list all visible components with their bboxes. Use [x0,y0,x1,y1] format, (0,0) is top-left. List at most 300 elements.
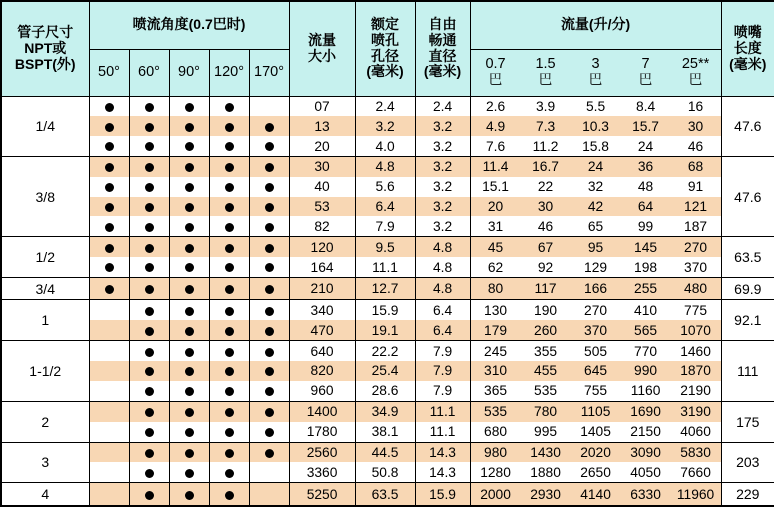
flow-rate-values [471,383,721,398]
angle-dot-cell [129,483,169,506]
flow-rate-values [471,344,721,359]
dot-indicator [265,348,274,357]
flow-rate-value: 455 [534,363,558,379]
orifice-diameter-cell: 28.6 [355,381,415,401]
nozzle-length-cell: 69.9 [721,278,774,300]
angle-dot-cell [209,177,249,197]
flow-rate-value: 30 [687,118,704,134]
table-row [1,442,774,462]
angle-dot-cell [89,361,129,381]
dot-indicator [185,327,194,336]
angle-dot-cell [169,401,209,421]
orifice-diameter-cell: 4.8 [355,157,415,177]
flow-rate-values [471,260,721,275]
flow-rate-values [471,219,721,234]
orifice-diameter-cell: 12.7 [355,278,415,300]
flow-rate-cell [470,401,721,421]
header-free-passage-line: (毫米) [423,63,462,80]
flow-size-cell: 82 [289,216,355,236]
angle-dot-cell [169,197,209,217]
flow-rate-value: 1430 [530,444,561,460]
dot-indicator [185,203,194,212]
flow-rate-value: 770 [634,343,658,359]
dot-indicator [265,428,274,437]
dot-indicator [225,203,234,212]
orifice-diameter-cell: 25.4 [355,361,415,381]
flow-rate-value: 505 [584,343,608,359]
free-passage-cell: 3.2 [415,116,470,136]
angle-dot-cell [249,300,289,320]
table-row [1,257,774,277]
angle-dot-cell [169,381,209,401]
flow-rate-value: 24 [637,138,654,154]
dot-indicator [145,307,154,316]
flow-rate-value: 775 [684,302,708,318]
header-angle-120: 120° [209,49,249,96]
dot-indicator [145,367,154,376]
angle-dot-cell [209,361,249,381]
dot-indicator [145,348,154,357]
free-passage-cell: 11.1 [415,422,470,442]
angle-dot-cell [129,116,169,136]
flow-rate-cell [470,361,721,381]
flow-rate-cell [470,216,721,236]
angle-dot-cell [169,136,209,156]
angle-dot-cell [129,462,169,482]
header-pressure-row [470,49,721,96]
flow-rate-values [471,179,721,194]
nozzle-length-cell: 229 [721,483,774,506]
flow-rate-value: 179 [484,322,508,338]
free-passage-cell: 14.3 [415,462,470,482]
flow-rate-value: 31 [487,218,504,234]
flow-rate-values [471,487,721,502]
header-pressure-25bar: 25** 巴 [681,56,710,88]
dot-indicator [225,307,234,316]
dot-indicator [225,163,234,172]
flow-rate-cell [470,237,721,257]
flow-rate-cell [470,462,721,482]
angle-dot-cell [169,96,209,116]
angle-dot-cell [249,422,289,442]
angle-dot-cell [169,300,209,320]
flow-rate-value: 270 [584,302,608,318]
angle-dot-cell [89,462,129,482]
table-row [1,197,774,217]
flow-rate-value: 1870 [680,363,711,379]
angle-dot-cell [129,320,169,340]
flow-rate-value: 65 [587,218,604,234]
dot-indicator [225,327,234,336]
angle-dot-cell [89,320,129,340]
orifice-diameter-cell: 63.5 [355,483,415,506]
flow-rate-value: 68 [687,159,704,175]
flow-rate-cell [470,177,721,197]
flow-rate-value: 80 [487,281,504,297]
dot-indicator [185,103,194,112]
pipe-size-cell: 3/8 [1,157,89,237]
flow-rate-value: 30 [537,199,554,214]
flow-rate-value: 15.7 [632,118,659,134]
table-row [1,401,774,421]
angle-dot-cell [89,197,129,217]
angle-dot-cell [209,300,249,320]
flow-rate-cell [470,442,721,462]
angle-dot-cell [89,136,129,156]
flow-size-cell: 164 [289,257,355,277]
flow-rate-value: 10.3 [582,118,609,134]
flow-size-cell: 340 [289,300,355,320]
angle-dot-cell [249,157,289,177]
dot-indicator [185,367,194,376]
header-spray-angle-title: 喷流角度(0.7巴时) [89,1,289,49]
free-passage-cell: 7.9 [415,361,470,381]
dot-indicator [185,408,194,417]
flow-rate-value: 129 [584,259,608,275]
flow-rate-value: 16.7 [532,159,559,175]
angle-dot-cell [249,341,289,361]
flow-size-cell: 960 [289,381,355,401]
dot-indicator [185,285,194,294]
dot-indicator [105,123,114,132]
flow-rate-value: 24 [587,159,604,175]
dot-indicator [185,123,194,132]
header-orifice-line: (毫米) [366,63,404,80]
dot-indicator [225,103,234,112]
flow-rate-value: 99 [637,218,654,234]
angle-dot-cell [209,116,249,136]
dot-indicator [265,367,274,376]
flow-size-cell: 20 [289,136,355,156]
dot-indicator [185,348,194,357]
free-passage-cell: 3.2 [415,157,470,177]
flow-rate-value: 46 [537,218,554,234]
flow-rate-values [471,303,721,318]
header-orifice-line: 额定 [371,16,400,33]
free-passage-cell: 2.4 [415,96,470,116]
dot-indicator [225,408,234,417]
flow-rate-value: 198 [634,259,658,275]
flow-rate-value: 91 [687,179,704,195]
dot-indicator [185,244,194,253]
header-pipe-size-line: NPT或 [24,39,67,56]
angle-dot-cell [129,422,169,442]
dot-indicator [145,428,154,437]
flow-rate-cell [470,422,721,442]
dot-indicator [105,203,114,212]
flow-rate-cell [470,96,721,116]
dot-indicator [145,449,154,458]
flow-rate-cell [470,320,721,340]
angle-dot-cell [209,401,249,421]
angle-dot-cell [89,116,129,136]
angle-dot-cell [129,96,169,116]
header-pipe-size-line: 管子尺寸 [17,24,74,41]
header-angle-170: 170° [249,49,289,96]
flow-rate-value: 995 [534,424,558,440]
dot-indicator [185,183,194,192]
pipe-size-cell: 3 [1,442,89,483]
dot-indicator [225,449,234,458]
angle-dot-cell [249,381,289,401]
flow-rate-value: 16 [687,98,704,114]
table-row [1,381,774,401]
orifice-diameter-cell: 6.4 [355,197,415,217]
orifice-diameter-cell: 50.8 [355,462,415,482]
dot-indicator [265,387,274,396]
angle-dot-cell [169,422,209,442]
dot-indicator [185,491,194,500]
flow-rate-values [471,281,721,296]
flow-rate-value: 535 [484,404,508,420]
header-flow-size [289,1,355,96]
flow-rate-value: 11960 [676,486,715,502]
angle-dot-cell [209,381,249,401]
nozzle-length-cell: 111 [721,341,774,402]
flow-rate-cell [470,136,721,156]
nozzle-length-cell: 63.5 [721,237,774,278]
angle-dot-cell [249,96,289,116]
flow-rate-values [471,240,721,255]
angle-dot-cell [209,237,249,257]
flow-rate-value: 2190 [680,383,711,399]
angle-dot-cell [249,177,289,197]
flow-rate-value: 4140 [580,486,611,502]
angle-dot-cell [249,237,289,257]
dot-indicator [225,348,234,357]
flow-rate-value: 3.9 [535,98,556,114]
flow-rate-values [471,199,721,214]
flow-rate-value: 1405 [580,424,611,440]
header-nozzle-length-line: (毫米) [729,55,767,72]
flow-rate-value: 5.5 [585,98,606,114]
flow-rate-value: 187 [684,218,708,234]
dot-indicator [145,123,154,132]
angle-dot-cell [129,300,169,320]
flow-rate-value: 22 [537,179,554,195]
angle-dot-cell [89,381,129,401]
angle-dot-cell [129,157,169,177]
flow-rate-value: 645 [584,363,608,379]
dot-indicator [145,244,154,253]
angle-dot-cell [89,96,129,116]
dot-indicator [265,449,274,458]
flow-rate-value: 245 [484,343,508,359]
dot-indicator [145,387,154,396]
flow-rate-value: 5830 [680,444,711,460]
angle-dot-cell [209,278,249,300]
orifice-diameter-cell: 9.5 [355,237,415,257]
dot-indicator [145,183,154,192]
flow-rate-cell [470,483,721,506]
angle-dot-cell [249,197,289,217]
flow-rate-values [471,139,721,154]
free-passage-cell: 4.8 [415,278,470,300]
angle-dot-cell [249,320,289,340]
table-row [1,300,774,320]
orifice-diameter-cell: 4.0 [355,136,415,156]
dot-indicator [265,223,274,232]
flow-rate-value: 780 [534,404,558,420]
dot-indicator [265,263,274,272]
free-passage-cell: 6.4 [415,300,470,320]
table-header [1,1,774,96]
dot-indicator [185,223,194,232]
flow-size-cell: 5250 [289,483,355,506]
dot-indicator [225,285,234,294]
dot-indicator [145,469,154,478]
dot-indicator [145,408,154,417]
header-free-passage-line: 自由 [428,16,457,33]
table-row [1,157,774,177]
dot-indicator [145,163,154,172]
flow-rate-value: 15.1 [482,179,509,195]
header-free-passage-line: 畅通 [428,32,457,49]
angle-dot-cell [169,442,209,462]
orifice-diameter-cell: 7.9 [355,216,415,236]
header-flow-rate-title: 流量(升/分) [470,1,721,49]
flow-rate-value: 3090 [630,444,661,460]
angle-dot-cell [169,361,209,381]
nozzle-length-cell: 175 [721,401,774,442]
flow-rate-value: 1690 [630,404,661,420]
flow-rate-value: 8.4 [635,98,656,114]
flow-rate-value: 7.6 [485,138,506,154]
angle-dot-cell [169,278,209,300]
table-row [1,116,774,136]
free-passage-cell: 11.1 [415,401,470,421]
dot-indicator [185,142,194,151]
angle-dot-cell [89,483,129,506]
dot-indicator [185,449,194,458]
flow-rate-value: 46 [687,138,704,154]
flow-rate-value: 145 [634,239,658,255]
orifice-diameter-cell: 44.5 [355,442,415,462]
header-flow-size-line: 大小 [308,47,337,64]
flow-size-cell: 53 [289,197,355,217]
flow-size-cell: 1780 [289,422,355,442]
flow-size-cell: 120 [289,237,355,257]
flow-rate-value: 980 [484,444,508,460]
flow-rate-value: 2650 [580,464,611,480]
angle-dot-cell [169,257,209,277]
dot-indicator [185,163,194,172]
flow-rate-value: 355 [534,343,558,359]
angle-dot-cell [89,300,129,320]
angle-dot-cell [89,237,129,257]
nozzle-length-cell: 47.6 [721,157,774,237]
flow-rate-value: 20 [487,199,504,214]
nozzle-length-cell: 203 [721,442,774,483]
header-orifice-diameter [355,1,415,96]
angle-dot-cell [89,442,129,462]
pipe-size-cell: 1/2 [1,237,89,278]
angle-dot-cell [169,216,209,236]
dot-indicator [105,263,114,272]
flow-rate-value: 2150 [630,424,661,440]
flow-rate-value: 4060 [680,424,711,440]
flow-rate-value: 166 [584,281,608,297]
angle-dot-cell [129,177,169,197]
flow-size-cell: 640 [289,341,355,361]
dot-indicator [265,203,274,212]
dot-indicator [225,428,234,437]
angle-dot-cell [209,320,249,340]
orifice-diameter-cell: 22.2 [355,341,415,361]
angle-dot-cell [249,401,289,421]
flow-rate-value: 45 [487,239,504,255]
angle-dot-cell [129,278,169,300]
angle-dot-cell [89,401,129,421]
dot-indicator [185,307,194,316]
flow-rate-value: 48 [637,179,654,195]
dot-indicator [225,491,234,500]
free-passage-cell: 7.9 [415,381,470,401]
free-passage-cell: 4.8 [415,257,470,277]
angle-dot-cell [209,216,249,236]
flow-size-cell: 1400 [289,401,355,421]
flow-rate-value: 67 [537,239,554,255]
flow-size-cell: 470 [289,320,355,340]
flow-rate-value: 64 [637,199,654,214]
header-pressure-0-7bar: 0.7 巴 [485,56,506,88]
flow-size-cell: 30 [289,157,355,177]
orifice-diameter-cell: 3.2 [355,116,415,136]
flow-rate-cell [470,278,721,300]
dot-indicator [145,263,154,272]
angle-dot-cell [209,483,249,506]
pipe-size-cell: 1-1/2 [1,341,89,402]
flow-rate-values [471,465,721,480]
flow-size-cell: 210 [289,278,355,300]
angle-dot-cell [89,341,129,361]
flow-rate-value: 7.3 [535,118,556,134]
flow-rate-value: 2020 [580,444,611,460]
pipe-size-cell: 3/4 [1,278,89,300]
orifice-diameter-cell: 15.9 [355,300,415,320]
flow-rate-value: 2.6 [485,98,506,114]
nozzle-length-cell: 92.1 [721,300,774,341]
dot-indicator [225,469,234,478]
pipe-size-cell: 2 [1,401,89,442]
angle-dot-cell [129,401,169,421]
angle-dot-cell [169,483,209,506]
angle-dot-cell [129,361,169,381]
angle-dot-cell [169,157,209,177]
flow-rate-value: 62 [487,259,504,275]
angle-dot-cell [249,278,289,300]
dot-indicator [265,142,274,151]
dot-indicator [265,285,274,294]
flow-rate-values [471,363,721,378]
angle-dot-cell [169,237,209,257]
angle-dot-cell [89,157,129,177]
pipe-size-cell: 1/4 [1,96,89,157]
orifice-diameter-cell: 34.9 [355,401,415,421]
angle-dot-cell [209,341,249,361]
flow-rate-value: 190 [534,302,558,318]
flow-rate-cell [470,157,721,177]
angle-dot-cell [209,442,249,462]
free-passage-cell: 7.9 [415,341,470,361]
angle-dot-cell [249,483,289,506]
dot-indicator [145,103,154,112]
angle-dot-cell [129,381,169,401]
free-passage-cell: 3.2 [415,216,470,236]
header-angle-60: 60° [129,49,169,96]
pipe-size-cell: 4 [1,483,89,506]
dot-indicator [225,244,234,253]
